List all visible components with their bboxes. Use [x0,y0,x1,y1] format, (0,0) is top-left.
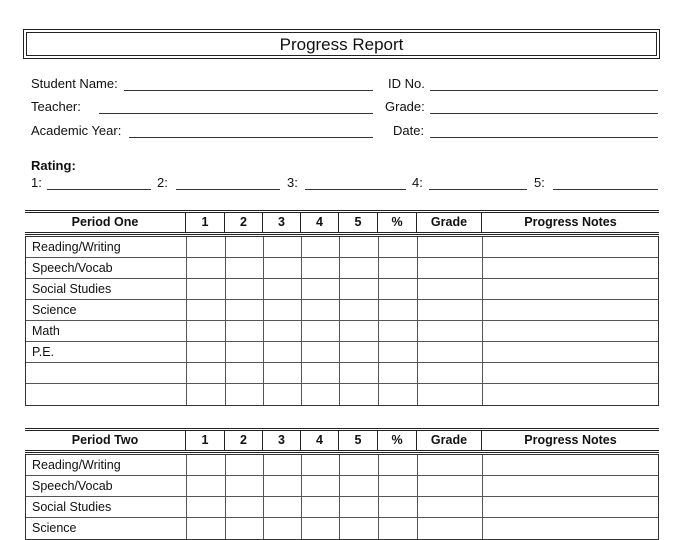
entry-cell[interactable] [482,258,660,278]
entry-cell[interactable] [378,518,417,539]
entry-cell[interactable] [378,476,417,496]
entry-cell[interactable] [225,279,263,299]
entry-cell[interactable] [186,237,225,257]
entry-cell[interactable] [417,497,482,517]
column-header: % [377,431,416,450]
entry-cell[interactable] [378,342,417,362]
entry-cell[interactable] [301,363,339,383]
entry-cell[interactable] [339,321,378,341]
entry-cell[interactable] [186,518,225,539]
entry-cell[interactable] [378,321,417,341]
column-header: Progress Notes [481,431,659,450]
rating-2-label: 2: [157,175,168,190]
subject-cell [26,363,186,383]
entry-cell[interactable] [225,497,263,517]
table-row [26,363,658,384]
entry-cell[interactable] [186,300,225,320]
entry-cell[interactable] [417,321,482,341]
entry-cell[interactable] [339,237,378,257]
entry-cell[interactable] [225,476,263,496]
entry-cell[interactable] [417,279,482,299]
entry-cell[interactable] [378,258,417,278]
rating-5-field[interactable] [553,189,658,190]
entry-cell[interactable] [417,476,482,496]
title-box [23,29,660,59]
entry-cell[interactable] [482,476,660,496]
entry-cell[interactable] [301,476,339,496]
entry-cell[interactable] [301,342,339,362]
column-header: Grade [416,431,481,450]
table-row [26,497,658,518]
entry-cell[interactable] [225,321,263,341]
period-name: Period One [71,215,139,229]
subject-cell: Social Studies [32,282,112,296]
period-name: Period Two [71,433,139,447]
column-header: 3 [262,431,300,450]
id-no-label: ID No. [388,76,425,91]
entry-cell[interactable] [263,455,301,475]
rating-1-label: 1: [31,175,42,190]
id-no-field[interactable] [430,90,658,91]
entry-cell[interactable] [186,258,225,278]
entry-cell[interactable] [378,497,417,517]
entry-cell[interactable] [339,363,378,383]
entry-cell[interactable] [378,455,417,475]
entry-cell[interactable] [482,237,660,257]
grade-field[interactable] [430,113,658,114]
teacher-field[interactable] [99,113,373,114]
entry-cell[interactable] [225,455,263,475]
entry-cell[interactable] [339,455,378,475]
entry-cell[interactable] [263,279,301,299]
column-header: 4 [300,431,338,450]
table-row [26,476,658,497]
entry-cell[interactable] [186,497,225,517]
rating-3-label: 3: [287,175,298,190]
rating-5-label: 5: [534,175,545,190]
entry-cell[interactable] [301,300,339,320]
table-body [25,454,659,540]
entry-cell[interactable] [301,279,339,299]
subject-cell: Reading/Writing [32,240,121,254]
entry-cell[interactable] [301,497,339,517]
entry-cell[interactable] [186,384,225,405]
entry-cell[interactable] [263,363,301,383]
entry-cell[interactable] [417,342,482,362]
entry-cell[interactable] [417,237,482,257]
student-name-label: Student Name: [31,76,118,91]
rating-4-label: 4: [412,175,423,190]
entry-cell[interactable] [263,321,301,341]
entry-cell[interactable] [186,279,225,299]
subject-cell: Social Studies [32,500,112,514]
rating-1-field[interactable] [47,189,151,190]
entry-cell[interactable] [417,363,482,383]
entry-cell[interactable] [482,342,660,362]
grade-label: Grade: [385,99,425,114]
table-row [26,342,658,363]
column-header: Grade [416,213,481,232]
column-header: 2 [224,213,262,232]
entry-cell[interactable] [339,497,378,517]
student-name-field[interactable] [124,90,373,91]
table-row [26,321,658,342]
date-label: Date: [393,123,425,138]
entry-cell[interactable] [225,342,263,362]
subject-cell: Reading/Writing [32,458,121,472]
column-header: 1 [185,213,224,232]
academic-year-field[interactable] [129,137,373,138]
entry-cell[interactable] [263,237,301,257]
entry-cell[interactable] [417,518,482,539]
entry-cell[interactable] [301,237,339,257]
entry-cell[interactable] [482,497,660,517]
rating-title: Rating: [31,158,76,173]
subject-cell: Science [32,521,77,535]
table-row [26,279,658,300]
subject-cell: Science [32,303,77,317]
subject-cell: Speech/Vocab [32,261,113,275]
entry-cell[interactable] [225,518,263,539]
column-header: 1 [185,431,224,450]
table-body [25,236,659,406]
column-header: 5 [338,213,377,232]
entry-cell[interactable] [339,300,378,320]
entry-cell[interactable] [378,237,417,257]
entry-cell[interactable] [378,384,417,405]
column-header: Progress Notes [481,213,659,232]
page-title: Progress Report [26,32,657,56]
entry-cell[interactable] [225,300,263,320]
rating-2-field[interactable] [176,189,280,190]
entry-cell[interactable] [417,300,482,320]
entry-cell[interactable] [301,321,339,341]
entry-cell[interactable] [417,258,482,278]
entry-cell[interactable] [482,363,660,383]
table-header [25,428,659,453]
table-row [26,300,658,321]
entry-cell[interactable] [482,384,660,405]
column-header: % [377,213,416,232]
academic-year-label: Academic Year: [31,123,122,138]
entry-cell[interactable] [482,518,660,539]
date-field[interactable] [430,137,658,138]
subject-cell: Speech/Vocab [32,479,113,493]
entry-cell[interactable] [339,476,378,496]
entry-cell[interactable] [301,258,339,278]
entry-cell[interactable] [378,300,417,320]
rating-3-field[interactable] [305,189,406,190]
column-header: 3 [262,213,300,232]
table-header [25,210,659,235]
entry-cell[interactable] [301,384,339,405]
column-header: 2 [224,431,262,450]
column-header: 4 [300,213,338,232]
entry-cell[interactable] [378,363,417,383]
rating-4-field[interactable] [429,189,527,190]
entry-cell[interactable] [263,497,301,517]
entry-cell[interactable] [186,476,225,496]
entry-cell[interactable] [186,455,225,475]
subject-cell [26,384,186,405]
entry-cell[interactable] [263,384,301,405]
entry-cell[interactable] [339,279,378,299]
entry-cell[interactable] [482,455,660,475]
entry-cell[interactable] [263,300,301,320]
entry-cell[interactable] [225,258,263,278]
entry-cell[interactable] [339,518,378,539]
table-row [26,258,658,279]
table-row [26,518,658,539]
entry-cell[interactable] [186,342,225,362]
entry-cell[interactable] [263,342,301,362]
subject-cell: Math [32,324,60,338]
teacher-label: Teacher: [31,99,81,114]
entry-cell[interactable] [482,279,660,299]
entry-cell[interactable] [339,258,378,278]
table-row [26,384,658,405]
entry-cell[interactable] [263,476,301,496]
entry-cell[interactable] [301,455,339,475]
entry-cell[interactable] [301,518,339,539]
entry-cell[interactable] [186,321,225,341]
entry-cell[interactable] [417,455,482,475]
entry-cell[interactable] [263,518,301,539]
entry-cell[interactable] [482,300,660,320]
entry-cell[interactable] [186,363,225,383]
entry-cell[interactable] [225,237,263,257]
entry-cell[interactable] [263,258,301,278]
table-row [26,237,658,258]
column-header: 5 [338,431,377,450]
subject-cell: P.E. [32,345,55,359]
table-row [26,455,658,476]
entry-cell[interactable] [225,363,263,383]
entry-cell[interactable] [339,384,378,405]
entry-cell[interactable] [225,384,263,405]
entry-cell[interactable] [339,342,378,362]
entry-cell[interactable] [417,384,482,405]
entry-cell[interactable] [482,321,660,341]
entry-cell[interactable] [378,279,417,299]
